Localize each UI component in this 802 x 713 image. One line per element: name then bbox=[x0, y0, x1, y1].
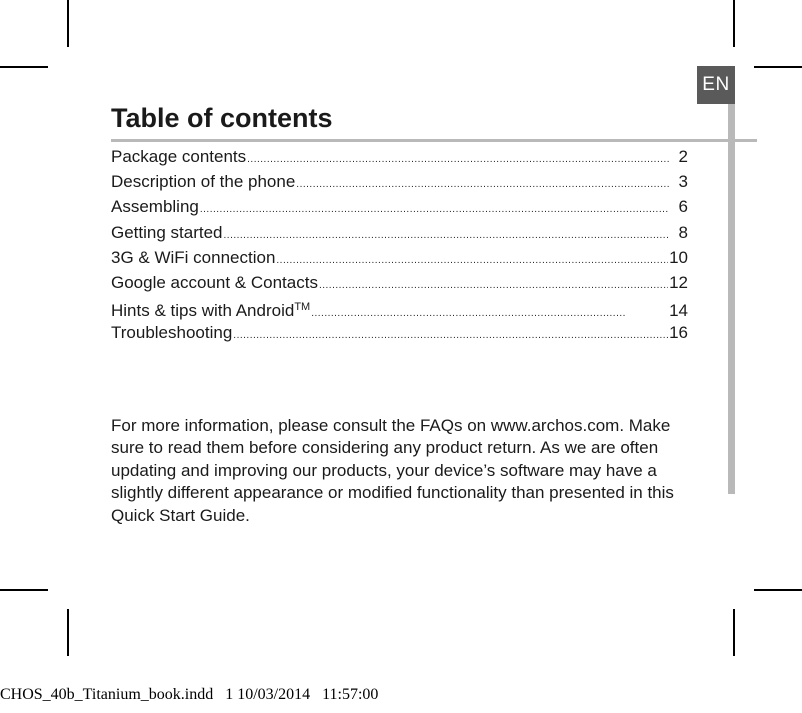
toc-leader-dots bbox=[296, 172, 669, 197]
crop-mark-top-left-vertical bbox=[67, 0, 69, 47]
crop-mark-bottom-left-horizontal bbox=[0, 589, 48, 591]
toc-item-label: Assembling bbox=[111, 197, 199, 217]
toc-item-page: 6 bbox=[678, 197, 688, 217]
toc-item-label: Getting started bbox=[111, 222, 223, 242]
language-tab: EN bbox=[697, 66, 735, 104]
toc-item-3g-wifi-connection[interactable] bbox=[111, 245, 688, 270]
toc-item-label: Description of the phone bbox=[111, 172, 296, 192]
crop-mark-top-left-horizontal bbox=[0, 66, 48, 68]
toc-leader-dots bbox=[276, 248, 668, 273]
toc-item-package-contents[interactable] bbox=[111, 144, 688, 169]
toc-item-troubleshooting[interactable] bbox=[111, 320, 688, 345]
title-rule bbox=[111, 139, 757, 142]
toc-item-page: 10 bbox=[669, 247, 688, 267]
toc-item-label: 3G & WiFi connection bbox=[111, 247, 276, 267]
toc-list bbox=[111, 144, 688, 346]
print-slug: CHOS_40b_Titanium_book.indd 1 10/03/2014 11:57:00 bbox=[0, 686, 379, 703]
crop-mark-top-right-vertical bbox=[733, 0, 735, 47]
crop-mark-top-right-horizontal bbox=[754, 66, 802, 68]
crop-mark-bottom-right-vertical bbox=[733, 609, 735, 656]
crop-mark-bottom-left-vertical bbox=[67, 609, 69, 656]
toc-item-description-of-the-phone[interactable] bbox=[111, 169, 688, 194]
toc-item-page: 8 bbox=[678, 222, 688, 242]
toc-leader-dots bbox=[224, 223, 669, 248]
page-title: Table of contents bbox=[111, 103, 333, 133]
toc-leader-dots bbox=[319, 273, 668, 298]
toc-item-label: Hints & tips with Android™ bbox=[111, 301, 311, 321]
info-paragraph: For more information, please consult the FAQs on www.archos.com. Make sure to read them before considering any product return. As we are often updating and improving our products, your device’s software may have a slightly different appearance or modified functionality than presented in this Quick Start Guide. bbox=[111, 416, 674, 525]
trademark-mark: TM bbox=[294, 301, 311, 314]
toc-leader-dots bbox=[233, 323, 668, 348]
toc-item-label: Package contents bbox=[111, 147, 247, 166]
toc-item-page: 2 bbox=[678, 147, 688, 166]
toc-item-page: 14 bbox=[669, 301, 688, 321]
toc-item-label: Google account & Contacts bbox=[111, 272, 318, 292]
toc-leader-dots bbox=[200, 197, 669, 222]
toc-item-page: 12 bbox=[669, 272, 688, 292]
toc-item-label: Troubleshooting bbox=[111, 323, 233, 343]
toc-item-page: 16 bbox=[669, 323, 688, 343]
toc-item-google-account-contacts[interactable] bbox=[111, 270, 688, 295]
side-rule bbox=[728, 104, 735, 494]
toc-leader-dots bbox=[247, 147, 669, 172]
toc-item-getting-started[interactable] bbox=[111, 220, 688, 245]
crop-mark-bottom-right-horizontal bbox=[754, 589, 802, 591]
toc-item-page: 3 bbox=[678, 172, 688, 192]
toc-item-assembling[interactable] bbox=[111, 194, 688, 219]
toc-item-hints-tips-android[interactable] bbox=[111, 295, 688, 320]
